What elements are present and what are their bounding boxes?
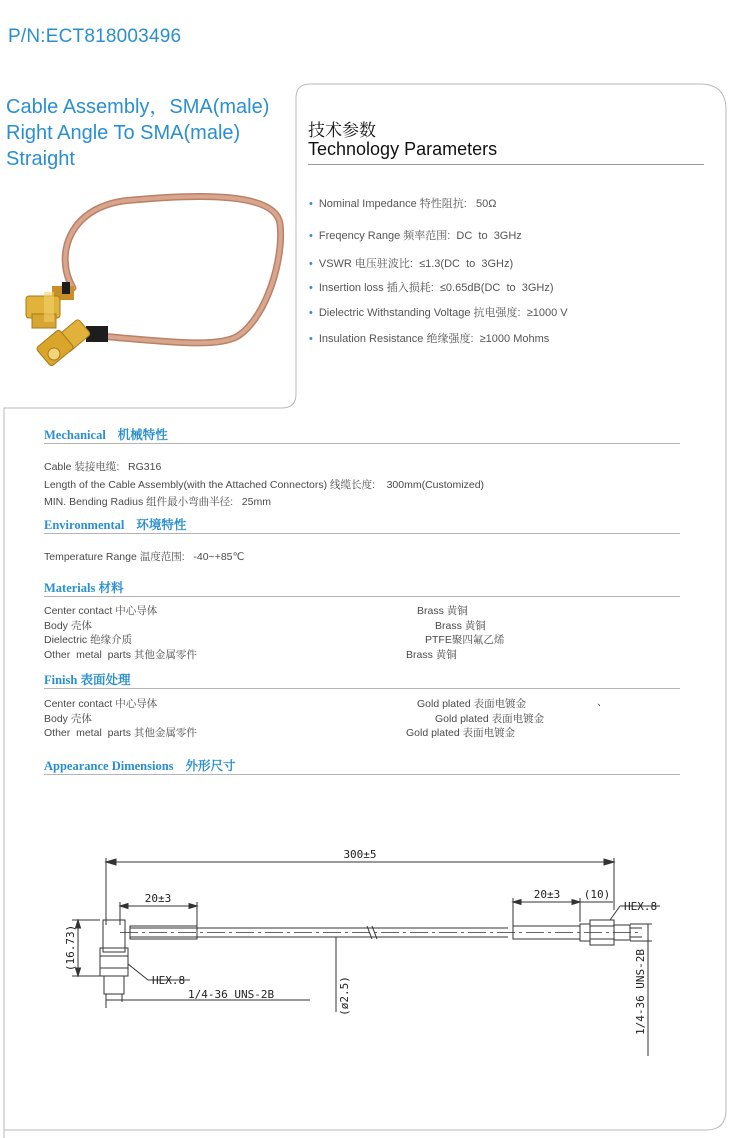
appearance-heading [44,756,236,774]
appearance-divider [44,774,680,775]
dimension-drawing [60,840,680,1070]
param-item [309,227,522,243]
bullet-icon: • [309,333,313,345]
right-offset-label: (10) [583,888,611,901]
cable [65,196,280,342]
product-title [6,94,306,172]
bullet-icon: • [309,258,313,270]
param-text: Insertion loss 插入损耗: ≤0.65dB(DC to 3GHz) [318,282,554,294]
mechanical-line: Cable 装接电缆: RG316 [44,461,162,473]
param-item [309,304,568,320]
environmental-heading [44,515,186,533]
cable-dia-label: (ø2.5) [338,976,351,1016]
mechanical-heading-cn: 机械特性 [117,427,168,442]
hex-right-label: HEX.8 [624,900,658,913]
bullet-icon: • [309,230,313,242]
param-item [309,195,496,211]
left-length-label: 20±3 [144,892,172,905]
materials-label: Dielectric 绝缘介质 [44,634,133,646]
product-photo [18,186,288,382]
environmental-heading-cn: 环境特性 [136,517,187,532]
materials-label: Center contact 中心导体 [44,605,158,617]
thread-left-label: 1/4-36 UNS-2B [188,988,275,1001]
finish-label: Other metal parts 其他金属零件 [44,727,197,739]
finish-label: Center contact 中心导体 [44,698,158,710]
environmental-divider [44,533,680,534]
mechanical-heading-en: Mechanical [44,428,106,442]
mechanical-line: MIN. Bending Radius 组件最小弯曲半径: 25mm [44,496,271,508]
bullet-icon: • [309,282,313,294]
tech-params-heading-en: Technology Parameters [308,139,498,159]
param-item [309,279,554,295]
param-item [309,330,549,346]
materials-value: PTFE聚四氟乙烯 [425,634,505,646]
finish-label: Body 壳体 [44,713,92,725]
materials-value: Brass 黄铜 [406,649,457,661]
param-text: Nominal Impedance 特性阻抗: 50Ω [318,198,497,210]
tech-params-heading-cn: 技术参数 [308,121,376,141]
param-text: Freqency Range 频率范围: DC to 3GHz [318,230,522,242]
left-height-label: (16.73) [64,924,77,972]
materials-value: Brass 黄铜 [435,620,486,632]
finish-divider [44,688,680,689]
param-item [309,255,513,271]
materials-value: Brass 黄铜 [417,605,468,617]
environmental-line: Temperature Range 温度范围: -40~+85℃ [44,551,245,563]
title-line-2: Right Angle To SMA(male) [6,122,241,144]
param-text: VSWR 电压驻波比: ≤1.3(DC to 3GHz) [318,258,514,270]
bullet-icon: • [309,198,313,210]
part-number: P/N:ECT818003496 [8,26,182,47]
finish-value: Gold plated 表面电镀金 [406,727,516,739]
appearance-heading-en: Appearance Dimensions [44,759,174,773]
stray-mark: 、 [597,696,608,708]
environmental-heading-en: Environmental [44,518,125,532]
mechanical-line: Length of the Cable Assembly(with the Attached Connectors) 线缆长度: 300mm(Customized) [44,479,485,491]
title-line-1: Cable Assembly，SMA(male) [6,96,270,118]
materials-label: Body 壳体 [44,620,92,632]
mechanical-heading [44,425,168,443]
finish-heading: Finish 表面处理 [44,673,131,687]
finish-value: Gold plated 表面电镀金 [435,713,545,725]
param-text: Dielectric Withstanding Voltage 抗电强度: ≥1000 V [318,307,568,319]
materials-divider [44,596,680,597]
materials-heading: Materials 材料 [44,581,124,595]
bullet-icon: • [309,307,313,319]
hex-left-label: HEX.8 [152,974,186,987]
finish-value: Gold plated 表面电镀金 [417,698,527,710]
cable-shadow [65,196,280,342]
overall-length-label: 300±5 [343,848,377,861]
materials-label: Other metal parts 其他金属零件 [44,649,197,661]
tech-params-divider [308,164,704,165]
param-text: Insulation Resistance 绝缘强度: ≥1000 Mohms [318,333,550,345]
title-line-3: Straight [6,148,75,170]
thread-right-label: 1/4-36 UNS-2B [634,948,647,1036]
appearance-heading-cn: 外形尺寸 [185,758,236,773]
right-length-label: 20±3 [533,888,561,901]
mechanical-divider [44,443,680,444]
